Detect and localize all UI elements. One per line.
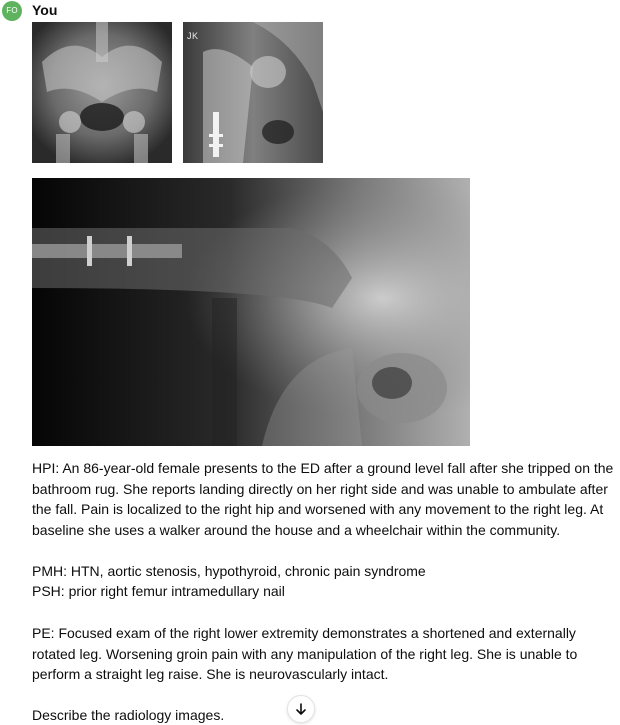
hpi-paragraph: HPI: An 86-year-old female presents to the ED after a ground level fall after she tripped on the bathroom rug. She reports landing directly on her right side and was unable to ambulate after the fall. Pain is localized to the right hip and worsened with any movement to the right leg. At baseline she uses a walker around the house and a wheelchair within the community.: [32, 460, 614, 538]
hip-ap-xray-image[interactable]: [183, 22, 323, 163]
hip-lateral-xray-image[interactable]: [32, 178, 470, 446]
psh-line: PSH: prior right femur intramedullary nail: [32, 583, 285, 599]
user-avatar: FO: [2, 1, 22, 21]
prompt-line: Describe the radiology images.: [32, 707, 225, 723]
pelvis-xray-image[interactable]: [32, 22, 172, 163]
pmh-line: PMH: HTN, aortic stenosis, hypothyroid, chronic pain syndrome: [32, 563, 426, 579]
scroll-to-bottom-button[interactable]: [287, 695, 315, 723]
arrow-down-icon: [294, 702, 308, 716]
image-marker-label: JK: [187, 31, 199, 41]
pe-paragraph: PE: Focused exam of the right lower extremity demonstrates a shortened and externally rotated leg. Worsening groin pain with any manipulation of the right leg. She is unable to perform a straight leg raise. She is neurovascularly intact.: [32, 625, 578, 682]
sender-name: You: [32, 2, 58, 18]
